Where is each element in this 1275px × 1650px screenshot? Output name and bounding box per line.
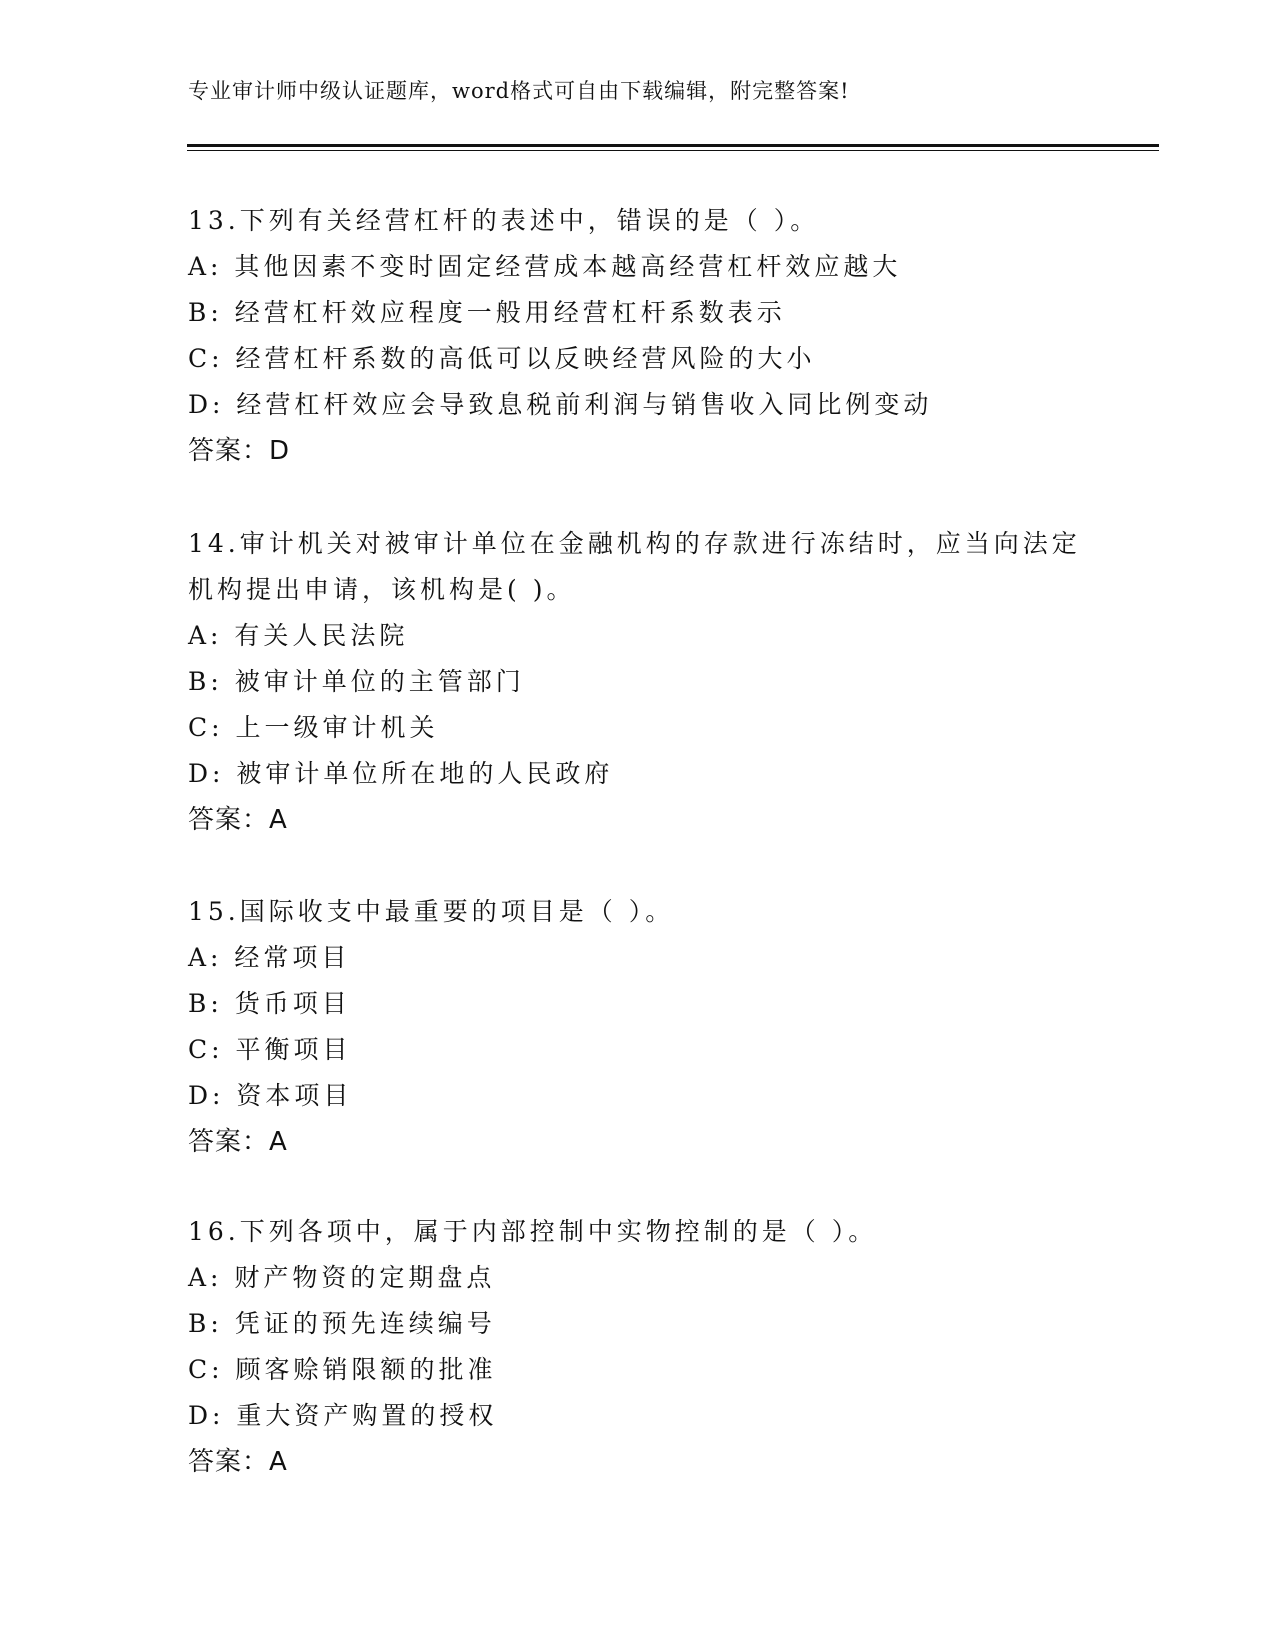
question-stem: 14.审计机关对被审计单位在金融机构的存款进行冻结时，应当向法定 [188, 529, 1081, 558]
option-a: A: 财产物资的定期盘点 [188, 1263, 496, 1292]
answer: 答案：A [188, 1127, 288, 1157]
option-d: D: 被审计单位所在地的人民政府 [188, 759, 614, 788]
page-header: 专业审计师中级认证题库，word格式可自由下载编辑，附完整答案! [188, 79, 850, 103]
option-c: C: 上一级审计机关 [188, 713, 439, 742]
question-stem: 15.国际收支中最重要的项目是（ ）。 [188, 897, 675, 926]
option-d: D: 重大资产购置的授权 [188, 1401, 498, 1430]
header-rule-thick [187, 144, 1159, 147]
option-b: B: 凭证的预先连续编号 [188, 1309, 496, 1338]
option-a: A: 其他因素不变时固定经营成本越高经营杠杆效应越大 [188, 252, 902, 281]
option-b: B: 经营杠杆效应程度一般用经营杠杆系数表示 [188, 298, 786, 327]
question-15 [188, 889, 1088, 1165]
option-b: B: 被审计单位的主管部门 [188, 667, 525, 696]
option-b: B: 货币项目 [188, 989, 351, 1018]
header-rule-thin [187, 150, 1159, 151]
option-a: A: 有关人民法院 [188, 621, 409, 650]
option-d: D: 资本项目 [188, 1081, 353, 1110]
question-13 [188, 198, 1088, 474]
option-c: C: 经营杠杆系数的高低可以反映经营风险的大小 [188, 344, 816, 373]
question-14 [188, 521, 1088, 843]
question-stem-continued: 机构提出申请，该机构是( )。 [188, 575, 576, 604]
option-c: C: 平衡项目 [188, 1035, 352, 1064]
answer: 答案：A [188, 1447, 288, 1477]
question-16 [188, 1209, 1088, 1485]
answer: 答案：D [188, 436, 291, 466]
option-d: D: 经营杠杆效应会导致息税前利润与销售收入同比例变动 [188, 390, 933, 419]
option-c: C: 顾客赊销限额的批准 [188, 1355, 497, 1384]
option-a: A: 经常项目 [188, 943, 351, 972]
question-stem: 16.下列各项中，属于内部控制中实物控制的是（ ）。 [188, 1217, 878, 1246]
answer: 答案：A [188, 805, 288, 835]
question-stem: 13.下列有关经营杠杆的表述中，错误的是（ ）。 [188, 206, 820, 235]
